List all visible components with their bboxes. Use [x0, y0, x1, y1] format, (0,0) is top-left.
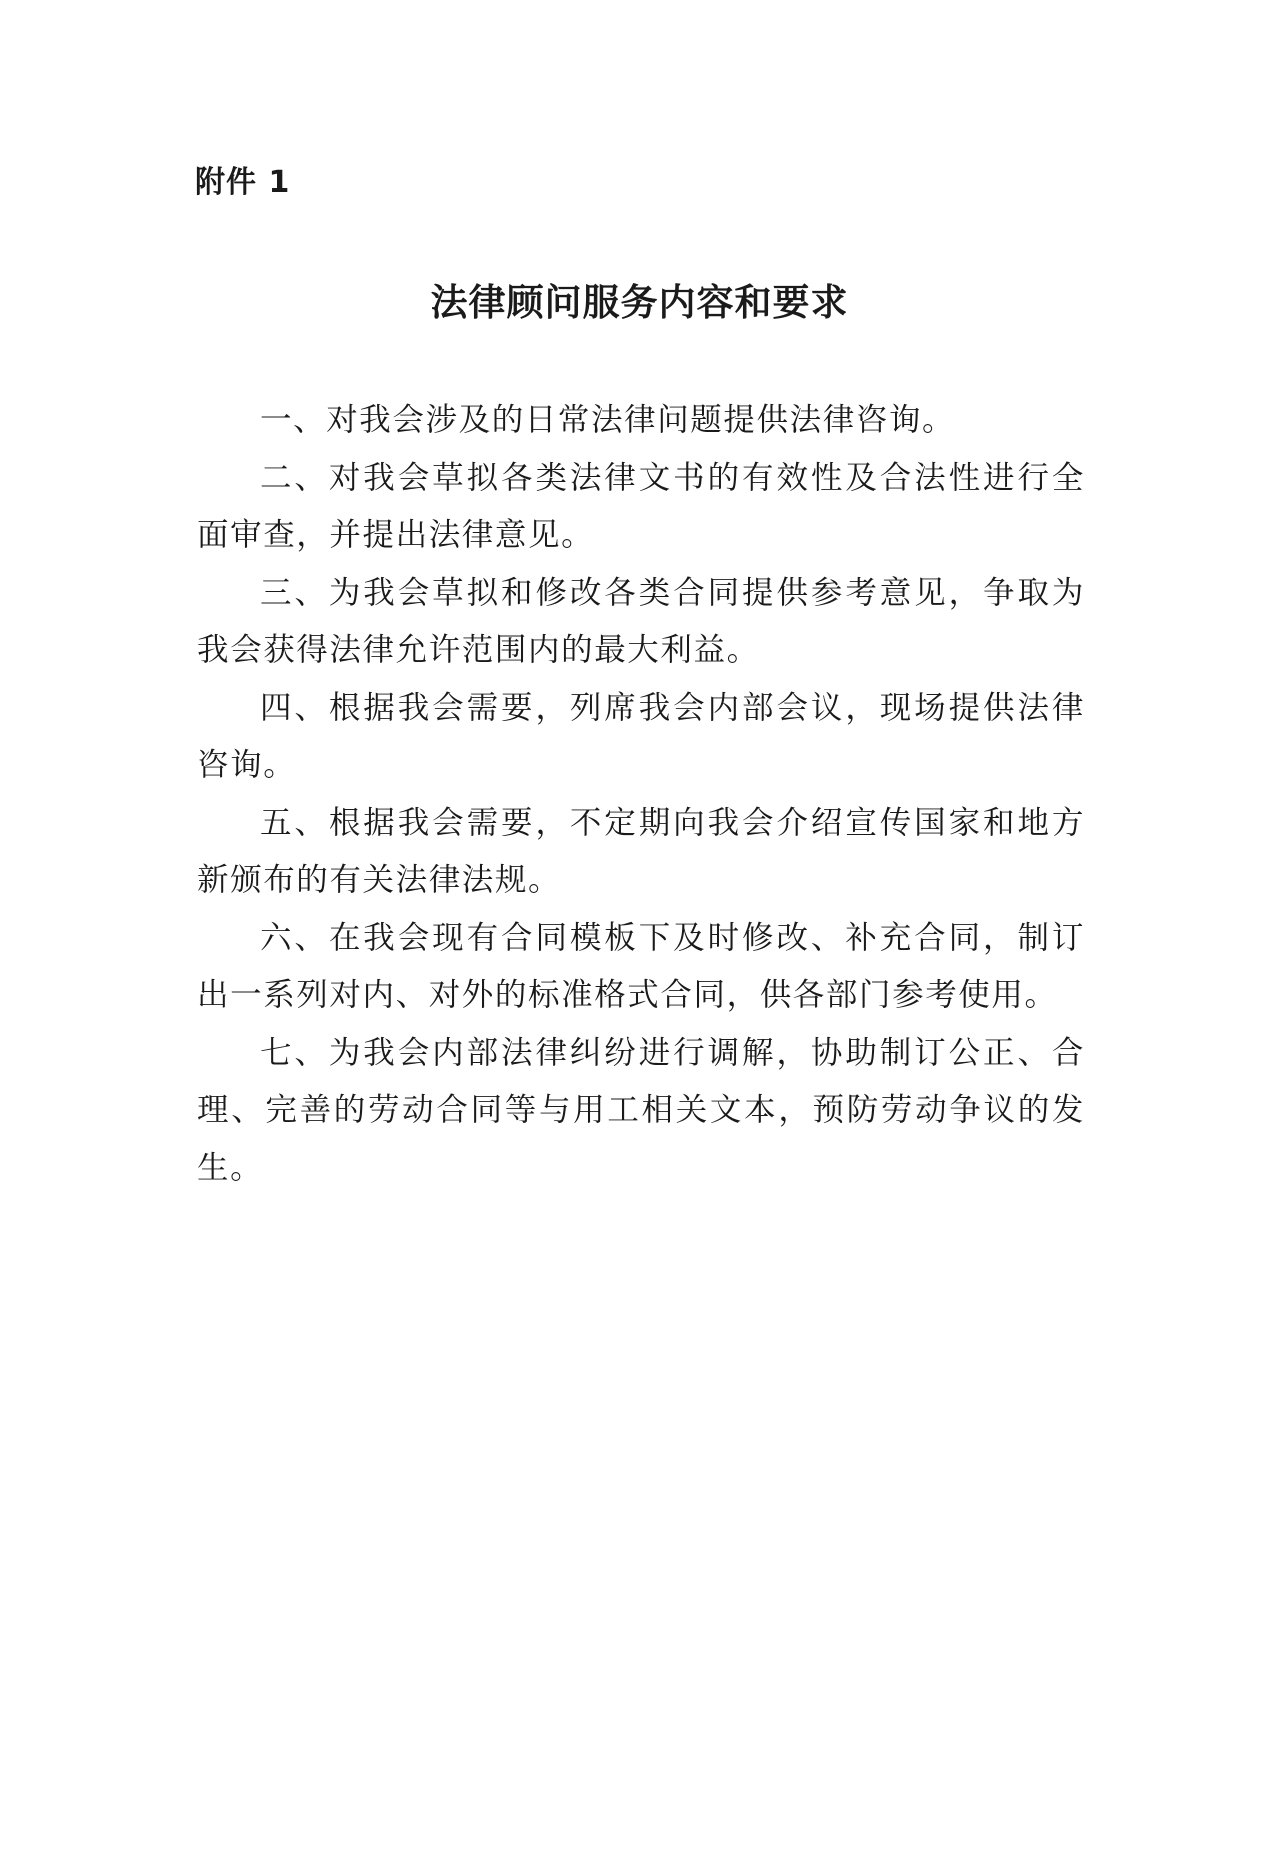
- paragraph-item-1: 一、对我会涉及的日常法律问题提供法律咨询。: [260, 402, 956, 438]
- paragraph-item-3: 三、为我会草拟和修改各类合同提供参考意见，争取为我会获得法律允许范围内的最大利益。: [197, 574, 1085, 668]
- paragraph-item-4: 四、根据我会需要，列席我会内部会议，现场提供法律咨询。: [197, 689, 1085, 783]
- paragraph-item-6: 六、在我会现有合同模板下及时修改、补充合同，制订出一系列对内、对外的标准格式合同，供各部门参考使用。: [197, 919, 1085, 1013]
- document-title: 法律顾问服务内容和要求: [430, 281, 849, 324]
- paragraph-item-5: 五、根据我会需要，不定期向我会介绍宣传国家和地方新颁布的有关法律法规。: [197, 804, 1085, 898]
- paragraph-item-7: 七、为我会内部法律纠纷进行调解，协助制订公正、合理、完善的劳动合同等与用工相关文本，预防劳动争议的发生。: [197, 1034, 1085, 1186]
- paragraph-item-2: 二、对我会草拟各类法律文书的有效性及合法性进行全面审查，并提出法律意见。: [197, 459, 1085, 553]
- attachment-label: 附件 1: [195, 165, 291, 200]
- document-body: [197, 392, 1085, 1197]
